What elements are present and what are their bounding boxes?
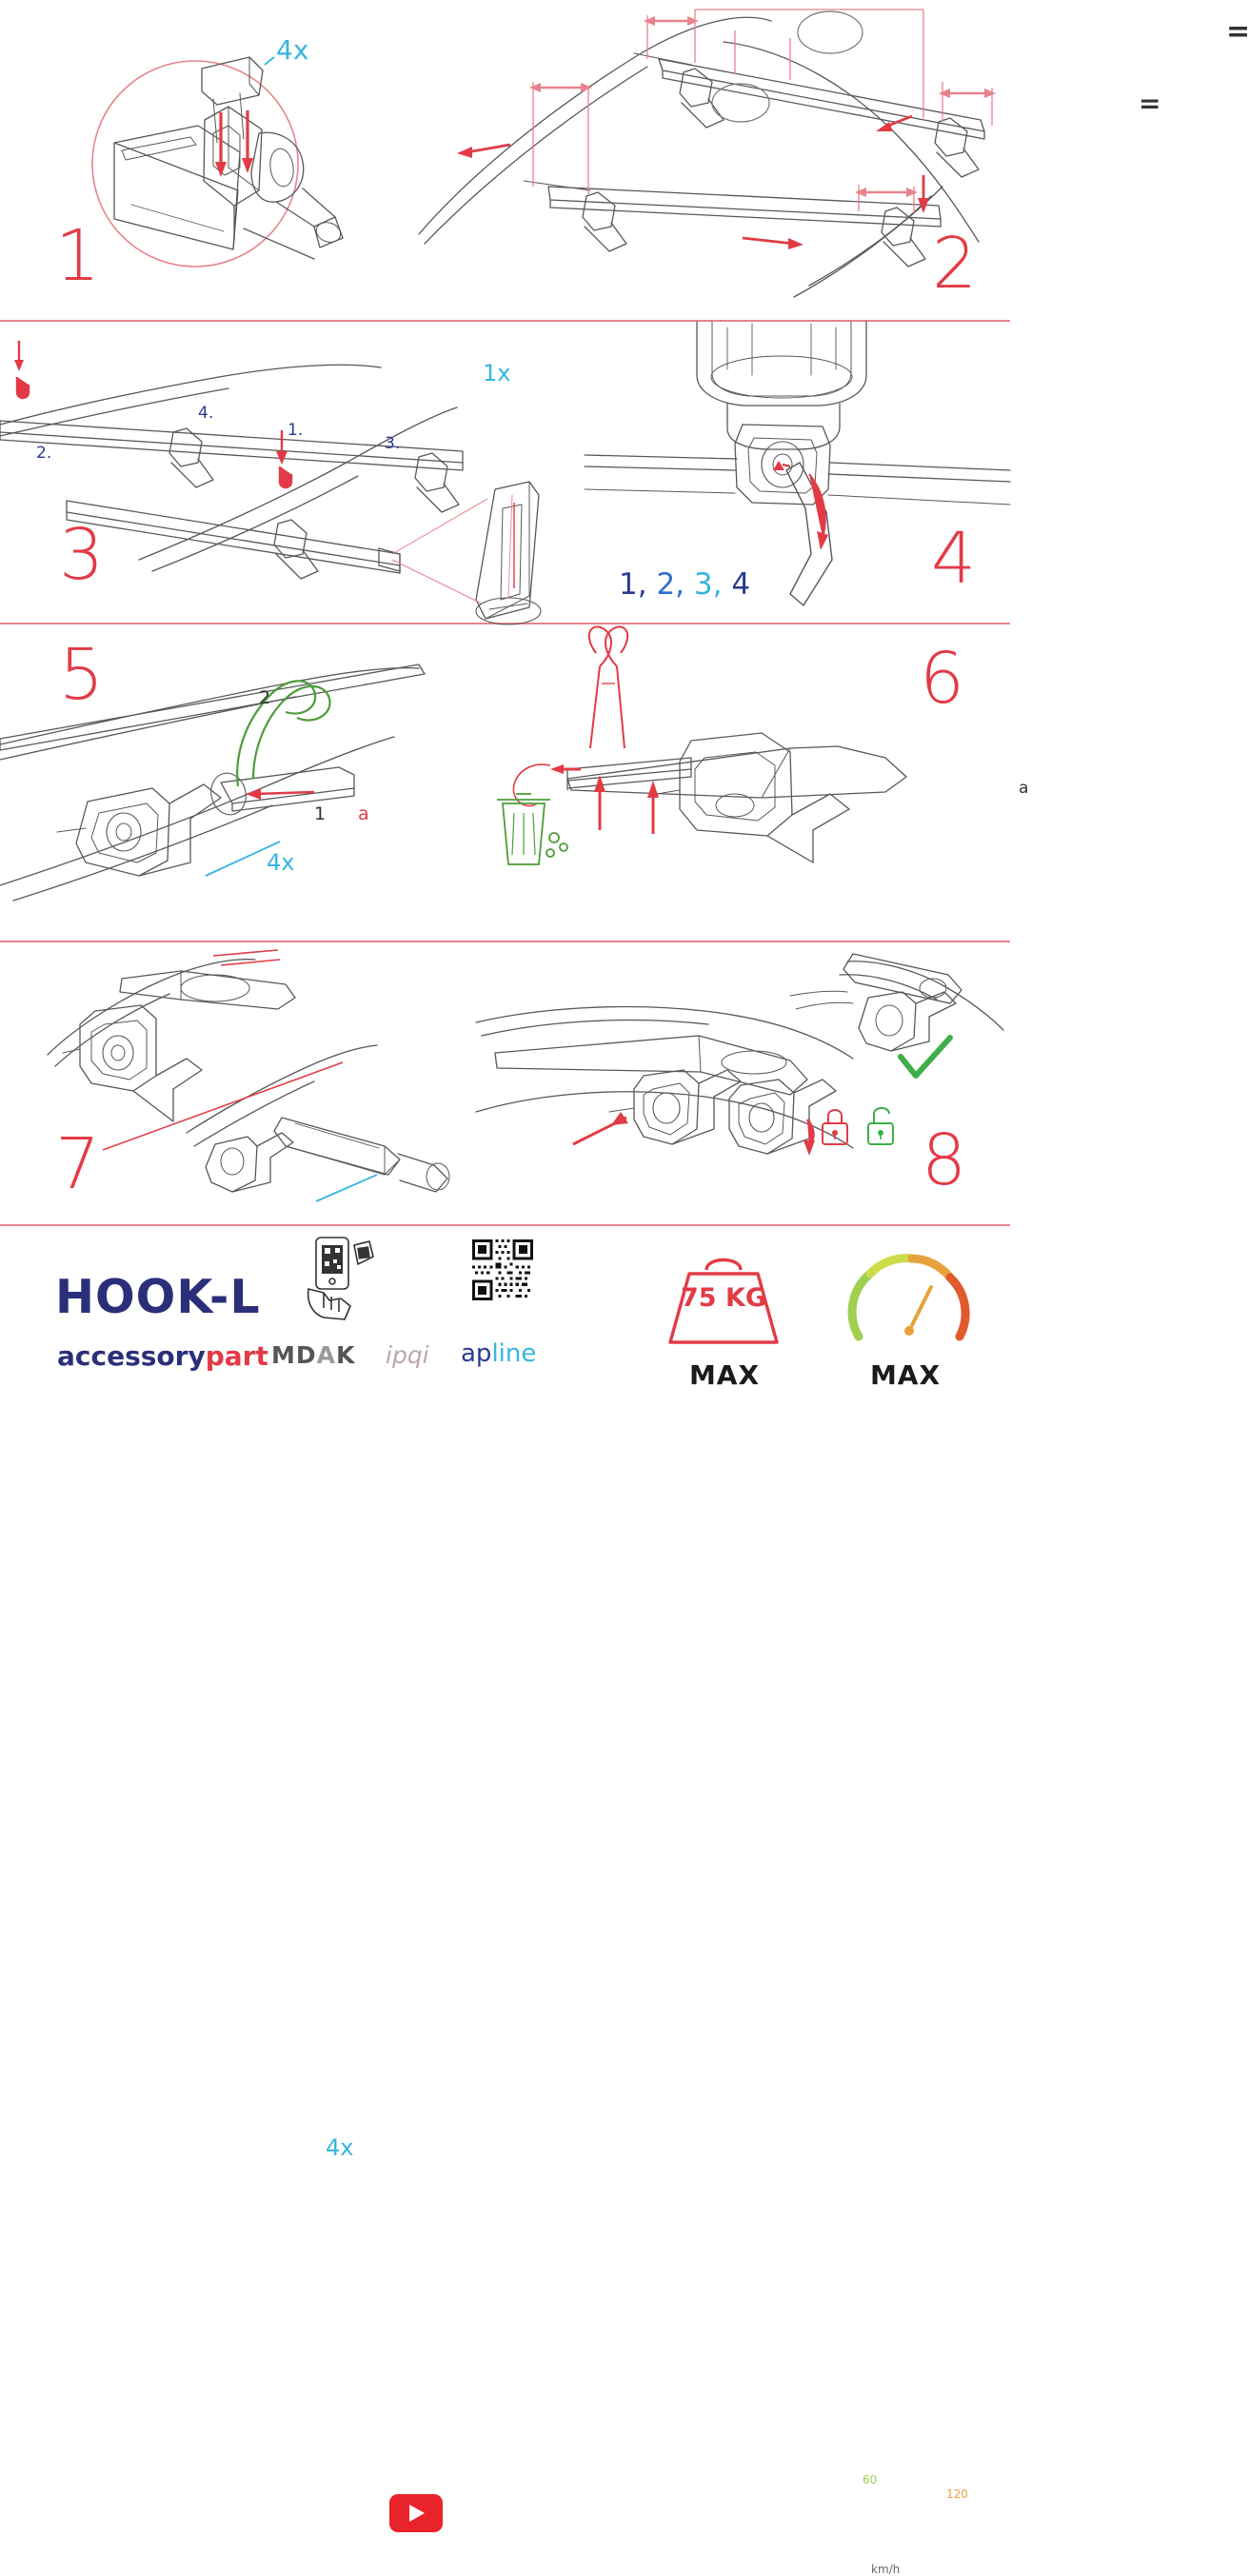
step-3-number: 3 [59,514,105,596]
youtube-icon[interactable] [389,2494,443,2532]
step-6-panel [476,624,1029,941]
speed-limit-icon [838,1245,981,1352]
step-5-label-a: a [358,803,369,824]
step-5-quantity-label: 4x [267,849,295,876]
speed-tick-low: 60 [863,2473,878,2487]
step-7-number: 7 [55,1123,101,1205]
step-8-panel [476,942,1010,1224]
step-3-order-label-3: 3. [385,434,401,453]
order-token-4: 4 [731,567,751,602]
step-5-panel [0,624,476,941]
step-7-quantity-label: 4x [326,2134,354,2161]
step-4-number: 4 [931,518,977,600]
step-3-panel [0,322,585,623]
brand-subtitle [57,1340,268,1372]
load-limit-value: 75 KG [680,1283,767,1313]
step-8-number: 8 [922,1120,967,1201]
qr-code-icon[interactable] [472,1239,533,1300]
partner-apline-label: apline [461,1339,537,1368]
step-2-illustration [409,0,1010,320]
load-limit-caption: MAX [688,1359,761,1391]
product-title: HOOK-L [55,1270,261,1324]
speed-tick-high: 120 [946,2487,968,2501]
partner-mdak-label: MDAK [271,1341,356,1369]
order-token-1: 1, [619,567,647,602]
step-5-number: 5 [59,634,105,716]
speed-limit-caption: MAX [869,1359,942,1391]
step-3-order-label-4: 4. [198,404,214,423]
step-3-quantity-label: 1x [483,360,511,386]
step-4-panel [585,322,1010,623]
step-1-panel [0,0,409,320]
step-2-equal-symbol-1: = [1226,15,1250,49]
step-3-order-label-1: 1. [288,421,304,440]
step-2-panel [409,0,1250,320]
step-2-equal-symbol-2: = [1139,88,1161,119]
step-5-label-1: 1 [314,803,327,824]
row-2 [0,322,1010,623]
speed-unit-label: km/h [871,2563,901,2576]
step-5-label-2: 2 [259,687,271,708]
order-token-2: 2, [656,567,685,602]
row-1 [0,0,1250,320]
step-4-order-label [619,567,750,602]
step-1-quantity-label: 4x [276,34,309,66]
step-1-number: 1 [55,215,101,297]
step-3-order-label-2: 2. [36,444,52,463]
brand-subtitle-part-a: accessory [57,1340,206,1372]
phone-qr-scan-icon [303,1236,377,1321]
step-6-number: 6 [920,638,965,720]
row-3 [0,624,1029,941]
partner-ipqi-label: ipqi [386,1341,429,1369]
step-2-number: 2 [932,223,978,305]
step-6-label-a: a [1019,779,1029,798]
order-token-3: 3, [693,567,723,602]
brand-subtitle-part-b: part [205,1340,268,1372]
